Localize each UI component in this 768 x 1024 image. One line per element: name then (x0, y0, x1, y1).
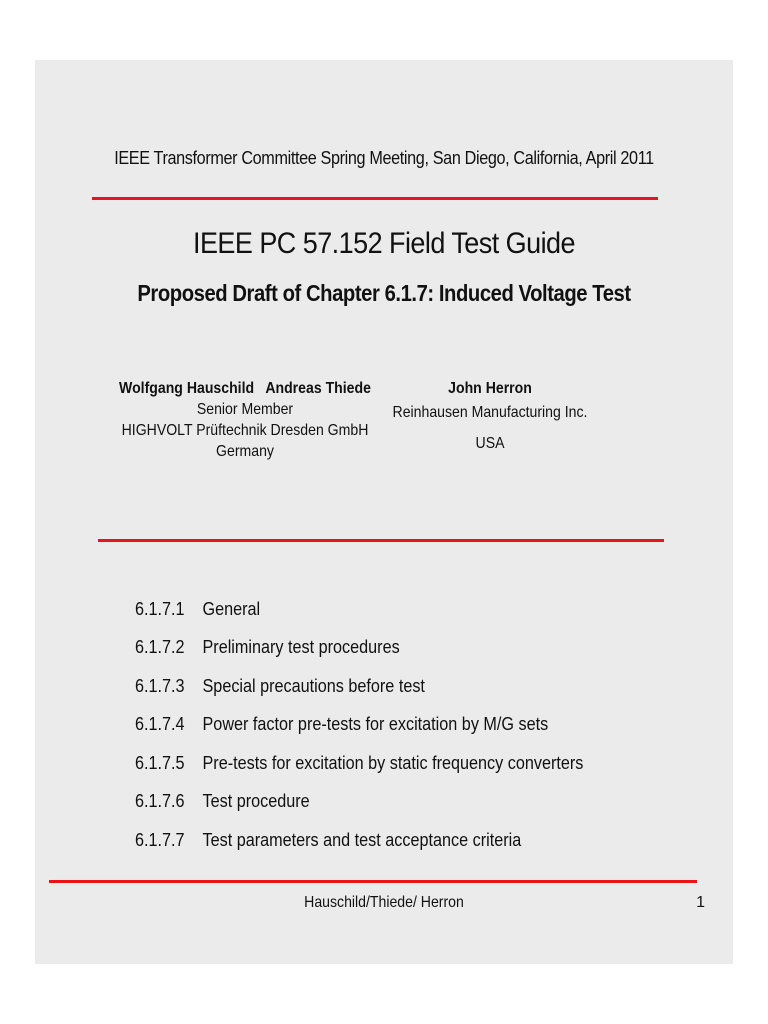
author-block-right (380, 378, 600, 454)
footer-authors: Hauschild/Thiede/ Herron (304, 894, 464, 911)
toc-number: 6.1.7.5 (135, 752, 185, 773)
slide-subtitle: Proposed Draft of Chapter 6.1.7: Induced Voltage Test (137, 280, 631, 306)
slide (35, 60, 733, 964)
toc-label: Test procedure (202, 791, 310, 812)
toc-label: Pre-tests for excitation by static frequency converters (202, 752, 584, 773)
toc-number: 6.1.7.1 (135, 598, 185, 619)
toc-number: 6.1.7.6 (135, 791, 185, 812)
meeting-header: IEEE Transformer Committee Spring Meeting, San Diego, California, April 2011 (114, 148, 654, 168)
table-of-contents (135, 590, 583, 860)
footer-divider (49, 880, 697, 883)
author-company-right: Reinhausen Manufacturing Inc. (392, 404, 588, 421)
toc-label: Special precautions before test (202, 675, 425, 696)
toc-number: 6.1.7.2 (135, 637, 185, 658)
toc-item (135, 821, 583, 860)
toc-number: 6.1.7.4 (135, 714, 185, 735)
slide-title: IEEE PC 57.152 Field Test Guide (193, 227, 575, 260)
author-names-right: John Herron (448, 380, 532, 397)
toc-item (135, 629, 583, 668)
toc-item (135, 590, 583, 629)
toc-item (135, 783, 583, 822)
toc-item (135, 744, 583, 783)
toc-label: Power factor pre-tests for excitation by M/G sets (202, 714, 549, 735)
middle-divider (98, 539, 664, 542)
author-company-left: HIGHVOLT Prüftechnik Dresden GmbH (121, 422, 369, 439)
toc-number: 6.1.7.3 (135, 675, 185, 696)
top-divider (92, 197, 658, 200)
toc-label: Test parameters and test acceptance criteria (202, 829, 522, 850)
toc-number: 6.1.7.7 (135, 829, 185, 850)
author-role: Senior Member (196, 401, 294, 418)
toc-label: Preliminary test procedures (202, 637, 400, 658)
toc-item (135, 706, 583, 745)
toc-label: General (202, 598, 261, 619)
author-names-left: Wolfgang Hauschild Andreas Thiede (119, 380, 371, 397)
author-block-left (113, 378, 377, 462)
author-country-right: USA (475, 435, 505, 452)
author-country-left: Germany (216, 443, 274, 460)
page-number: 1 (696, 894, 705, 911)
toc-item (135, 667, 583, 706)
